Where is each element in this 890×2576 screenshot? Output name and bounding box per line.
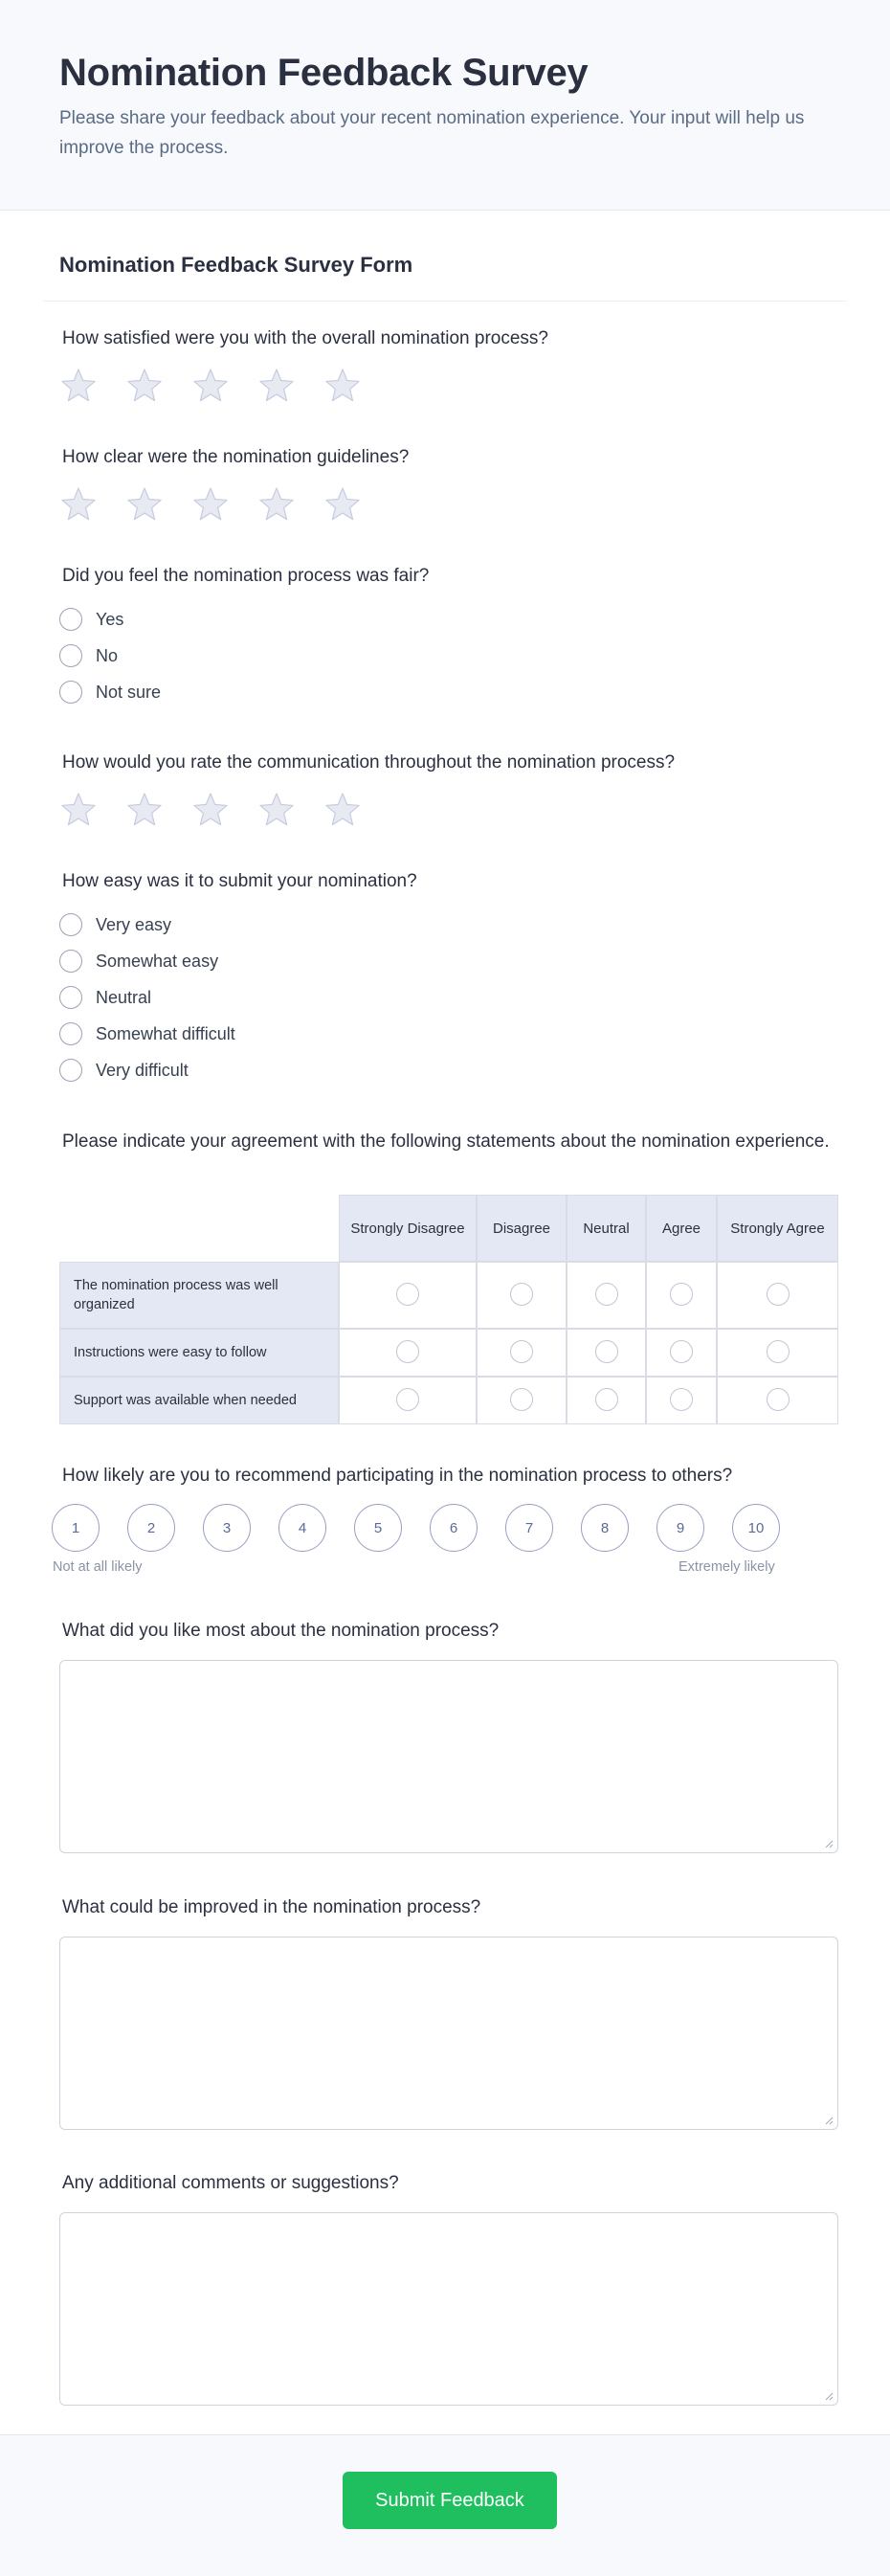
radio-group-submission-ease [59,907,235,1088]
question-improvements: What could be improved in the nomination process? [62,1897,481,1917]
radio-button[interactable] [59,681,82,704]
scale-option-4[interactable]: 4 [278,1504,326,1552]
radio-option[interactable] [59,601,161,638]
question-liked-most: What did you like most about the nomination process? [62,1621,500,1641]
page-subtitle: Please share your feedback about your recent nomination experience. Your input will help us improve the process. [59,108,805,158]
matrix-radio[interactable] [396,1388,419,1411]
matrix-radio[interactable] [396,1340,419,1363]
agreement-matrix [59,1195,838,1424]
additional-comments-textarea[interactable] [59,2212,838,2406]
scale-option-9[interactable]: 9 [656,1504,704,1552]
scale-option-3[interactable]: 3 [203,1504,251,1552]
matrix-radio[interactable] [396,1283,419,1306]
matrix-col-header: Strongly Agree [717,1195,838,1262]
question-recommendation: How likely are you to recommend participating in the nomination process to others? [62,1466,733,1486]
star-icon[interactable] [191,791,230,829]
star-icon[interactable] [59,791,98,829]
matrix-row-label: Support was available when needed [59,1377,339,1424]
radio-option[interactable] [59,907,235,943]
resize-handle-icon[interactable] [824,2391,834,2401]
radio-button[interactable] [59,986,82,1009]
page-header [0,0,890,211]
liked-most-textarea[interactable] [59,1660,838,1853]
form-title: Nomination Feedback Survey Form [43,211,847,302]
star-icon[interactable] [125,367,164,405]
form-footer [0,2434,890,2576]
matrix-radio[interactable] [510,1388,533,1411]
matrix-cell[interactable] [646,1377,717,1424]
radio-label: No [96,645,119,665]
scale-low-label: Not at all likely [53,1559,143,1575]
matrix-cell[interactable] [717,1329,838,1377]
matrix-cell[interactable] [717,1262,838,1329]
radio-label: Very difficult [96,1060,189,1080]
star-icon[interactable] [59,367,98,405]
survey-form [0,211,890,302]
matrix-radio[interactable] [670,1283,693,1306]
question-satisfaction: How satisfied were you with the overall nomination process? [62,328,548,348]
radio-option[interactable] [59,943,235,979]
star-icon[interactable] [257,791,296,829]
matrix-cell[interactable] [646,1262,717,1329]
question-fairness: Did you feel the nomination process was fair? [62,566,430,586]
radio-option[interactable] [59,1016,235,1052]
matrix-col-header: Strongly Disagree [339,1195,477,1262]
matrix-header-row [59,1195,838,1262]
matrix-col-header: Agree [646,1195,717,1262]
matrix-cell[interactable] [567,1329,646,1377]
scale-option-5[interactable]: 5 [354,1504,402,1552]
matrix-radio[interactable] [595,1388,618,1411]
scale-option-7[interactable]: 7 [505,1504,553,1552]
scale-option-1[interactable]: 1 [52,1504,100,1552]
recommendation-scale [52,1504,780,1552]
star-icon[interactable] [323,791,362,829]
scale-high-label: Extremely likely [679,1559,775,1575]
star-icon[interactable] [59,485,98,524]
radio-label: Very easy [96,914,172,934]
matrix-cell[interactable] [477,1377,567,1424]
matrix-cell[interactable] [339,1262,477,1329]
matrix-row-label: Instructions were easy to follow [59,1329,339,1377]
star-icon[interactable] [125,791,164,829]
matrix-row-label: The nomination process was well organized [59,1262,339,1329]
radio-label: Somewhat difficult [96,1023,235,1043]
radio-button[interactable] [59,950,82,973]
matrix-radio[interactable] [595,1283,618,1306]
star-icon[interactable] [257,367,296,405]
matrix-cell[interactable] [477,1262,567,1329]
resize-handle-icon[interactable] [824,1839,834,1848]
matrix-cell[interactable] [339,1377,477,1424]
radio-option[interactable] [59,979,235,1016]
matrix-radio[interactable] [510,1283,533,1306]
radio-option[interactable] [59,638,161,674]
submit-feedback-button[interactable]: Submit Feedback [343,2472,557,2529]
resize-handle-icon[interactable] [824,2116,834,2125]
matrix-col-header: Disagree [477,1195,567,1262]
rating-communication [59,791,362,829]
question-submission-ease: How easy was it to submit your nomination? [62,871,417,891]
radio-label: Somewhat easy [96,951,219,971]
matrix-cell[interactable] [567,1262,646,1329]
radio-option[interactable] [59,674,161,710]
radio-label: Yes [96,609,124,629]
page-title: Nomination Feedback Survey [59,52,589,94]
star-icon[interactable] [191,367,230,405]
matrix-cell[interactable] [646,1329,717,1377]
rating-guidelines-clarity [59,485,362,524]
matrix-cell[interactable] [567,1377,646,1424]
radio-group-fairness [59,601,161,710]
matrix-radio[interactable] [595,1340,618,1363]
radio-button[interactable] [59,608,82,631]
star-icon[interactable] [257,485,296,524]
matrix-cell[interactable] [477,1329,567,1377]
rating-satisfaction [59,367,362,405]
radio-button[interactable] [59,1022,82,1045]
radio-label: Neutral [96,987,152,1007]
radio-button[interactable] [59,913,82,936]
star-icon[interactable] [323,485,362,524]
matrix-radio[interactable] [767,1388,790,1411]
star-icon[interactable] [125,485,164,524]
scale-option-2[interactable]: 2 [127,1504,175,1552]
matrix-row [59,1262,838,1329]
matrix-radio[interactable] [767,1340,790,1363]
scale-option-8[interactable]: 8 [581,1504,629,1552]
radio-button[interactable] [59,1059,82,1082]
question-additional-comments: Any additional comments or suggestions? [62,2173,399,2193]
scale-option-6[interactable]: 6 [430,1504,478,1552]
matrix-radio[interactable] [670,1340,693,1363]
star-icon[interactable] [191,485,230,524]
question-agreement-matrix: Please indicate your agreement with the following statements about the nomination experience. [62,1131,830,1152]
star-icon[interactable] [323,367,362,405]
radio-button[interactable] [59,644,82,667]
matrix-row [59,1329,838,1377]
matrix-cell[interactable] [717,1377,838,1424]
matrix-cell[interactable] [339,1329,477,1377]
radio-label: Not sure [96,682,162,702]
question-guidelines-clarity: How clear were the nomination guidelines? [62,447,410,467]
matrix-radio[interactable] [767,1283,790,1306]
improvements-textarea[interactable] [59,1937,838,2130]
radio-option[interactable] [59,1052,235,1088]
matrix-radio[interactable] [510,1340,533,1363]
matrix-corner [59,1195,339,1262]
matrix-radio[interactable] [670,1388,693,1411]
matrix-col-header: Neutral [567,1195,646,1262]
question-communication: How would you rate the communication throughout the nomination process? [62,752,676,773]
scale-option-10[interactable]: 10 [732,1504,780,1552]
matrix-row [59,1377,838,1424]
